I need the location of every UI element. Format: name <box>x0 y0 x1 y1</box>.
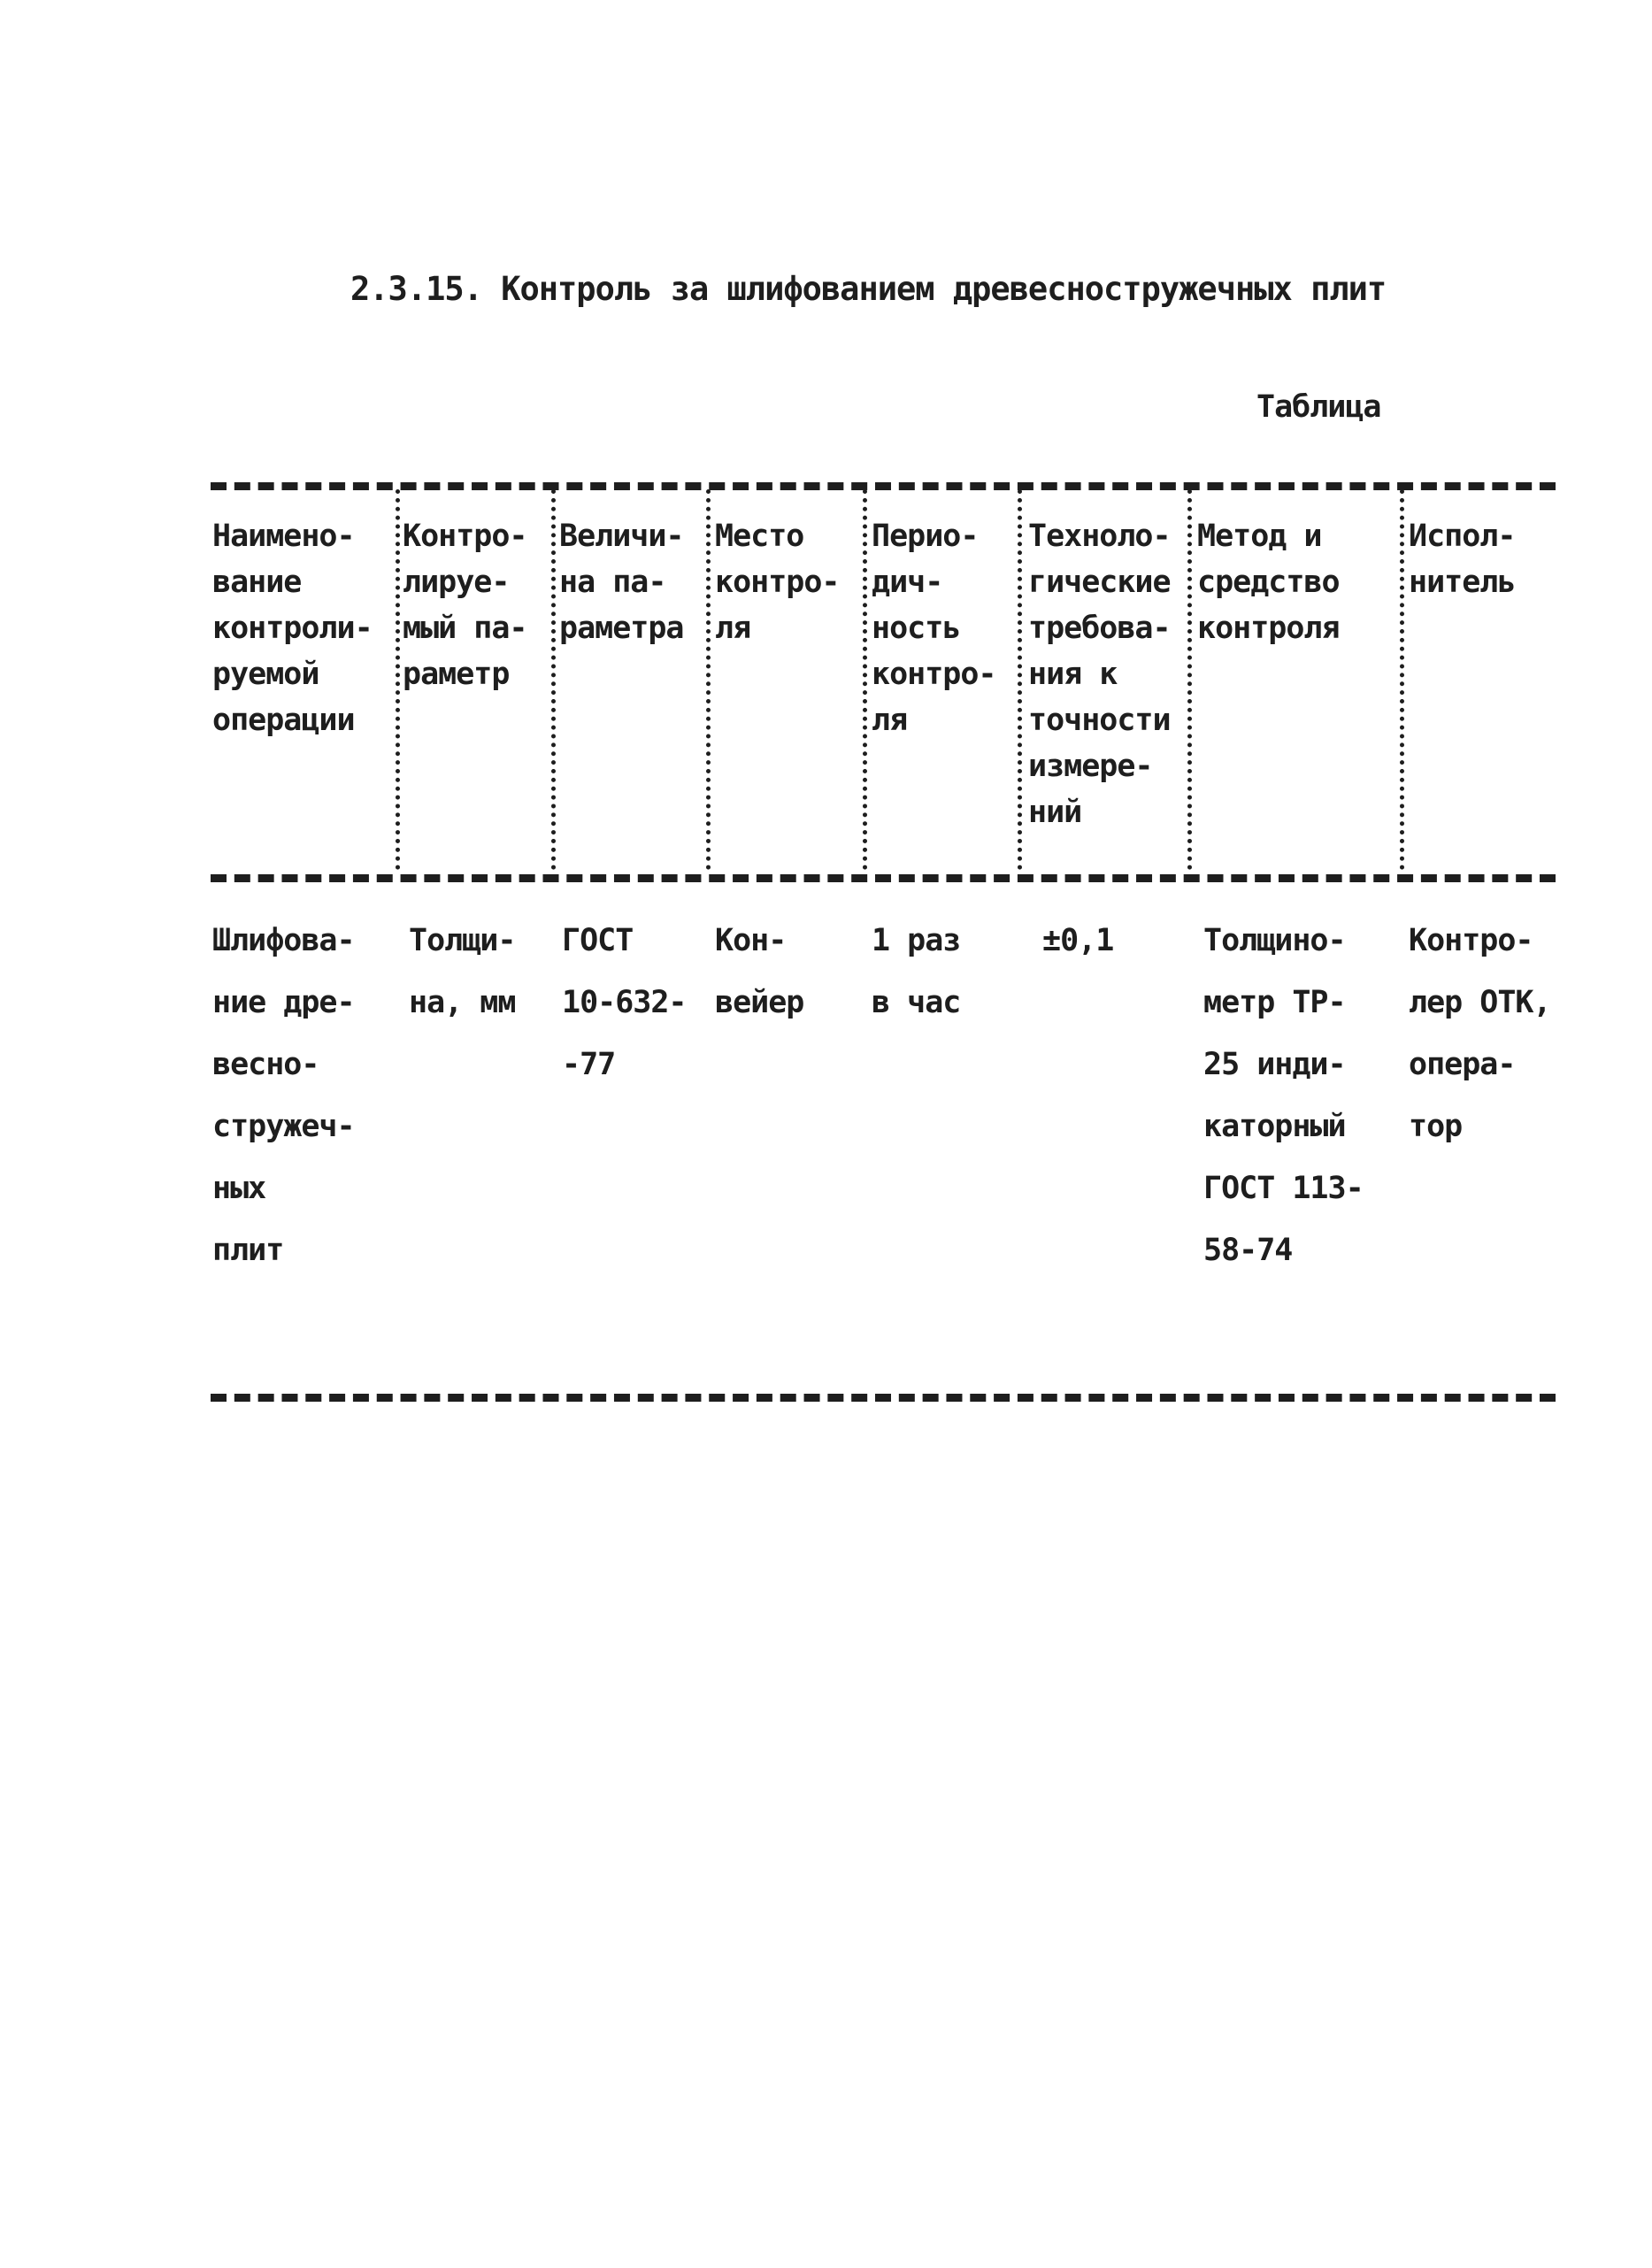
cell-periodicity: 1 раз в час <box>872 923 961 1020</box>
cell-method: Толщино- метр ТР- 25 инди- каторный ГОСТ 113- 58-74 <box>1203 923 1364 1268</box>
header-bottom-rule <box>211 874 1556 882</box>
header-requirements: Техноло- гические требова- ния к точности измере- ний <box>1028 519 1171 830</box>
column-separator <box>396 489 400 870</box>
header-operation: Наимено- вание контроли- руемой операции <box>212 519 373 738</box>
column-separator <box>551 489 556 870</box>
column-separator <box>706 489 711 870</box>
column-separator <box>1187 489 1192 870</box>
cell-place: Кон- вейер <box>715 923 804 1020</box>
cell-operation: Шлифова- ние дре- весно- стружеч- ных плит <box>212 923 355 1268</box>
table-bottom-rule <box>211 1394 1556 1402</box>
table-label: Таблица <box>1256 389 1381 425</box>
table-top-rule <box>211 482 1556 490</box>
column-separator <box>863 489 867 870</box>
header-periodicity: Перио- дич- ность контро- ля <box>872 519 996 738</box>
cell-requirements: ±0,1 <box>1042 923 1114 958</box>
column-separator <box>1400 489 1404 870</box>
section-title: 2.3.15. Контроль за шлифованием древесностружечных плит <box>350 270 1387 308</box>
cell-parameter: Толщи- на, мм <box>409 923 516 1020</box>
header-value: Величи- на па- раметра <box>559 519 684 646</box>
column-separator <box>1018 489 1022 870</box>
header-method: Метод и средство контроля <box>1197 519 1340 646</box>
header-executor: Испол- нитель <box>1409 519 1516 600</box>
header-place: Место контро- ля <box>715 519 840 646</box>
cell-value: ГОСТ 10-632- -77 <box>562 923 687 1082</box>
cell-executor: Контро- лер ОТК, опера- тор <box>1409 923 1551 1144</box>
header-parameter: Контро- лируе- мый па- раметр <box>403 519 527 692</box>
